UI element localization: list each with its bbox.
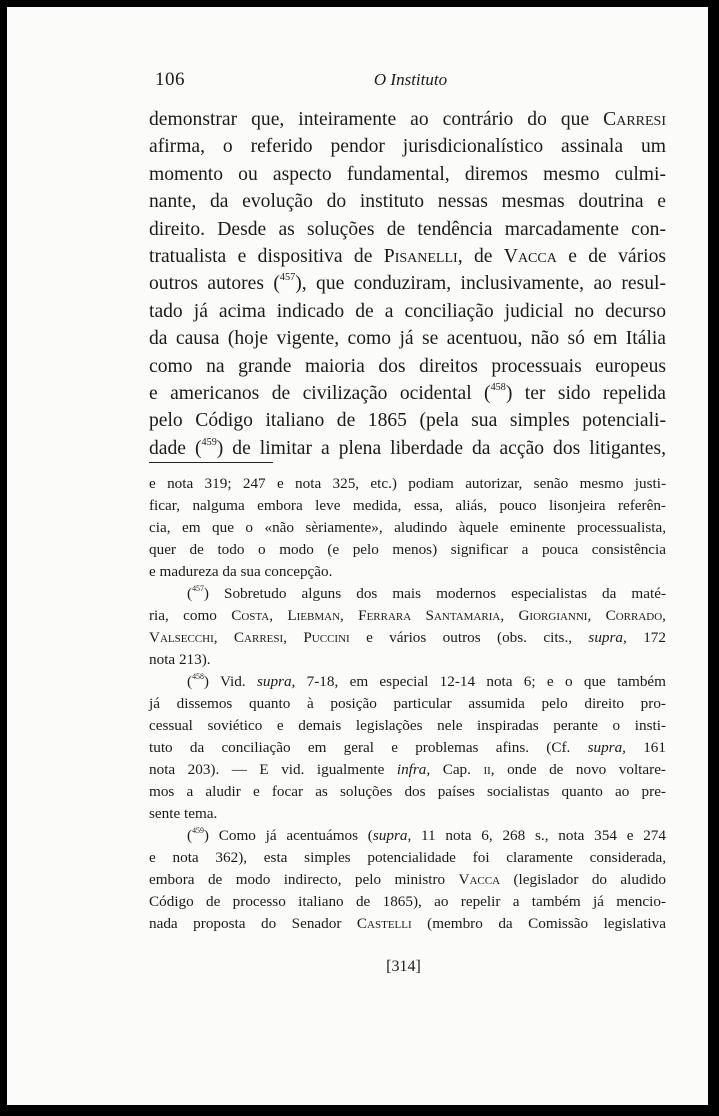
body-line: como na grande maioria dos direitos processuais europeus: [149, 355, 666, 377]
author-names: Costa, Liebman, Ferrara Santamaria, Giorgianni, Corrado,: [231, 607, 666, 624]
footnote-mark: 458: [192, 671, 204, 681]
footnote-mark: 457: [192, 583, 204, 593]
footnote-line: nota 213).: [149, 651, 211, 668]
footnote-line: cessual soviético e demais legislações nele inspiradas perante o insti-: [149, 717, 666, 734]
footnote-459: ($^{459}$) Como já acentuámos (supra, 11 nota 6, 268 s., nota 354 e 274: [187, 825, 666, 844]
footnote-line: Código de processo italiano de 1865), ao repelir a também já mencio-: [149, 893, 666, 910]
footnote-line: sente tema.: [149, 805, 218, 822]
footnote-line: nada proposta do Senador Castelli (membro da Comissão legislativa: [149, 915, 666, 932]
footnote-458: ($^{458}$) Vid. supra, 7-18, em especial 12-14 nota 6; e o que também: [187, 671, 666, 690]
footnote-line: Valsecchi, Carresi, Puccini e vários outros (obs. cits., supra, 172: [149, 629, 666, 646]
author-names: Valsecchi, Carresi, Puccini: [149, 629, 350, 646]
body-line: direito. Desde as soluções de tendência marcadamente con-: [149, 218, 666, 240]
footnote-line: tuto da conciliação em geral e problemas afins. (Cf. supra, 161: [149, 739, 666, 756]
footnotes: [149, 473, 666, 935]
footnote-line: já dissemos quanto à posição particular assumida pelo direito pro-: [149, 695, 666, 712]
body-line: nante, da evolução do instituto nessas mesmas doutrina e: [149, 191, 666, 213]
footnote-ref: 459: [201, 436, 217, 448]
running-title: O Instituto: [373, 70, 448, 89]
body-line: pelo Código italiano de 1865 (pela sua simples potenciali-: [149, 410, 666, 432]
footnote-line: cia, em que o «não sèriamente», aludindo àquele eminente processualista,: [149, 519, 666, 536]
footnote-line: ria, como Costa, Liebman, Ferrara Santamaria, Giorgianni, Corrado,: [149, 607, 666, 624]
folio-number: [314]: [386, 958, 421, 975]
footnote-line: mos a aludir e focar as soluções dos países socialistas quanto ao pre-: [149, 783, 666, 800]
body-line: outros autores ($^{457}$), que conduziram, inclusivamente, ao resul-: [149, 272, 666, 295]
page-number: 106: [155, 69, 185, 90]
author-name: Vacca: [503, 245, 557, 267]
body-line: da causa (hoje vigente, como já se acentuou, não só em Itália: [149, 328, 666, 350]
footnote-ref: 458: [490, 381, 506, 393]
footnote-mark: 459: [192, 825, 204, 835]
body-line: tado já acima indicado de a conciliação judicial no decurso: [149, 300, 666, 322]
footnote-line: e nota 319; 247 e nota 325, etc.) podiam autorizar, senão mesmo justi-: [149, 475, 666, 492]
footnote-separator: [149, 462, 273, 463]
footnote-line: e nota 362), esta simples potencialidade foi claramente considerada,: [149, 849, 666, 866]
footnote-ref: 457: [279, 272, 296, 284]
footnote-line: ficar, nalguma embora leve medida, essa, aliás, pouco lisonjeira referên-: [149, 497, 666, 514]
footnote-line: quer de todo o modo (e pelo menos) significar a pouca consistência: [149, 541, 666, 558]
body-text: [149, 106, 666, 462]
footnote-line: embora de modo indirecto, pelo ministro Vacca (legislador do aludido: [149, 871, 666, 888]
running-header: [148, 69, 673, 99]
body-line: tratualista e dispositiva de Pisanelli, de Vacca e de vários: [149, 245, 666, 267]
body-line: momento ou aspecto fundamental, diremos mesmo culmi-: [149, 163, 666, 185]
body-line: demonstrar que, inteiramente ao contrário do que Carresi: [149, 109, 666, 130]
author-name: Pisanelli: [383, 245, 458, 267]
footnote-line: nota 203). — E vid. igualmente infra, Cap. ii, onde de novo voltare-: [149, 761, 666, 778]
author-name: Castelli: [356, 915, 412, 932]
body-line: dade ($^{459}$) de limitar a plena liberdade da acção dos litigantes,: [149, 436, 666, 459]
body-line: e americanos de civilização ocidental ($^{458}$) ter sido repelida: [149, 381, 666, 404]
footnote-line: e madureza da sua concepção.: [149, 563, 333, 580]
author-name: Carresi: [603, 109, 666, 130]
author-name: Vacca: [458, 871, 501, 888]
body-line: afirma, o referido pendor jurisdicionalístico assinala um: [149, 136, 666, 158]
footnote-457: ($^{457}$) Sobretudo alguns dos mais modernos especialistas da maté-: [187, 583, 666, 602]
